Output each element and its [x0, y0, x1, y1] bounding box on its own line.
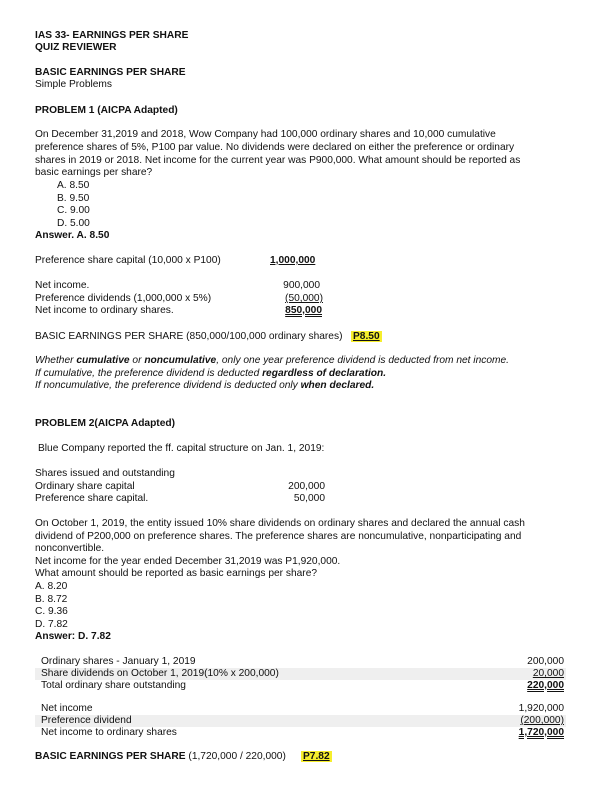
eps-result-highlight	[351, 331, 382, 343]
choice-item: D. 5.00	[57, 218, 90, 229]
capital-label: Preference share capital (10,000 x P100)	[35, 255, 221, 266]
document-title: IAS 33- EARNINGS PER SHARE	[35, 30, 189, 41]
table-row-value: 20,000	[532, 668, 564, 679]
problem-2-text: dividend of P200,000 on preference shares. The preference shares are noncumulative, nonparticipating and	[35, 531, 522, 542]
problem-2-text: Net income for the year ended December 31,2019 was P1,920,000.	[35, 556, 341, 567]
section-title: BASIC EARNINGS PER SHARE	[35, 67, 186, 78]
problem-1-text: shares in 2019 or 2018. Net income for the current year was P900,000. What amount should be reported as	[35, 155, 521, 166]
note-line	[35, 355, 509, 367]
choice-item: B. 8.72	[35, 594, 68, 605]
problem-1-answer: Answer. A. 8.50	[35, 230, 110, 241]
eps-result-highlight	[301, 751, 332, 763]
table-row-label: Ordinary shares - January 1, 2019	[41, 656, 196, 667]
problem-2-title: PROBLEM 2(AICPA Adapted)	[35, 418, 175, 429]
choice-item: A. 8.50	[57, 180, 90, 191]
eps-label: BASIC EARNINGS PER SHARE	[35, 751, 186, 762]
choice-item: A. 8.20	[35, 581, 68, 592]
choice-item: D. 7.82	[35, 619, 68, 630]
calc-row-label: Net income.	[35, 280, 90, 291]
table-row-label: Total ordinary share outstanding	[41, 680, 186, 691]
problem-1-text: basic earnings per share?	[35, 167, 153, 178]
eps-calc: (1,720,000 / 220,000)	[188, 751, 286, 762]
eps-label: BASIC EARNINGS PER SHARE (850,000/100,000 ordinary shares)	[35, 331, 343, 342]
problem-2-intro: Blue Company reported the ff. capital structure on Jan. 1, 2019:	[38, 443, 325, 454]
note-line	[35, 380, 374, 392]
problem-1-text: On December 31,2019 and 2018, Wow Company had 100,000 ordinary shares and 10,000 cumulative	[35, 129, 496, 140]
table-row-label: Net income	[41, 703, 93, 714]
table-row-value: (200,000)	[520, 715, 564, 726]
calc-row-value: (50,000)	[285, 293, 323, 304]
table-row-value: 1,920,000	[518, 703, 564, 714]
problem-2-answer: Answer: D. 7.82	[35, 631, 111, 642]
note-text: Whether	[35, 355, 77, 366]
calc-row-label: Net income to ordinary shares.	[35, 305, 174, 316]
table-row-value: 200,000	[527, 656, 564, 667]
eps-result: P8.50	[353, 331, 380, 342]
table-row-label: Preference dividend	[41, 715, 132, 726]
choice-item: B. 9.50	[57, 193, 90, 204]
calc-row-label: Preference dividends (1,000,000 x 5%)	[35, 293, 212, 304]
structure-label: Ordinary share capital	[35, 481, 135, 492]
capital-value: 1,000,000	[270, 255, 316, 266]
table-row-value: 1,720,000	[518, 727, 564, 738]
note-emphasis: cumulative	[76, 355, 130, 366]
choice-item: C. 9.00	[57, 205, 90, 216]
structure-value: 50,000	[293, 493, 325, 504]
structure-label: Preference share capital.	[35, 493, 149, 504]
note-line	[35, 368, 386, 380]
table-row-label: Net income to ordinary shares	[41, 727, 177, 738]
note-text: If noncumulative, the preference dividend is deducted only	[35, 380, 301, 391]
choice-item: C. 9.36	[35, 606, 68, 617]
note-emphasis: when declared.	[300, 380, 375, 391]
calc-row-value: 850,000	[285, 305, 322, 316]
problem-2-text: On October 1, 2019, the entity issued 10% share dividends on ordinary shares and declared the annual cash	[35, 518, 525, 529]
note-text: If cumulative, the preference dividend is deducted	[35, 368, 263, 379]
eps-line	[35, 751, 286, 763]
note-text: , only one year preference dividend is deducted from net income.	[216, 355, 509, 366]
problem-1-text: preference shares of 5%, P100 par value. No dividends were declared on either the preference or ordinary	[35, 142, 515, 153]
document-subtitle: QUIZ REVIEWER	[35, 42, 117, 53]
structure-label: Shares issued and outstanding	[35, 468, 175, 479]
note-text: or	[129, 355, 145, 366]
problem-1-title: PROBLEM 1 (AICPA Adapted)	[35, 105, 178, 116]
calc-row-value: 900,000	[283, 280, 320, 291]
problem-2-text: What amount should be reported as basic earnings per share?	[35, 568, 318, 579]
table-row-label: Share dividends on October 1, 2019(10% x 200,000)	[41, 668, 279, 679]
eps-result: P7.82	[303, 751, 330, 762]
structure-value: 200,000	[288, 481, 325, 492]
problem-2-text: nonconvertible.	[35, 543, 105, 554]
note-emphasis: noncumulative	[144, 355, 217, 366]
section-subtitle: Simple Problems	[35, 79, 112, 90]
table-row-value: 220,000	[527, 680, 564, 691]
note-emphasis: regardless of declaration.	[262, 368, 387, 379]
